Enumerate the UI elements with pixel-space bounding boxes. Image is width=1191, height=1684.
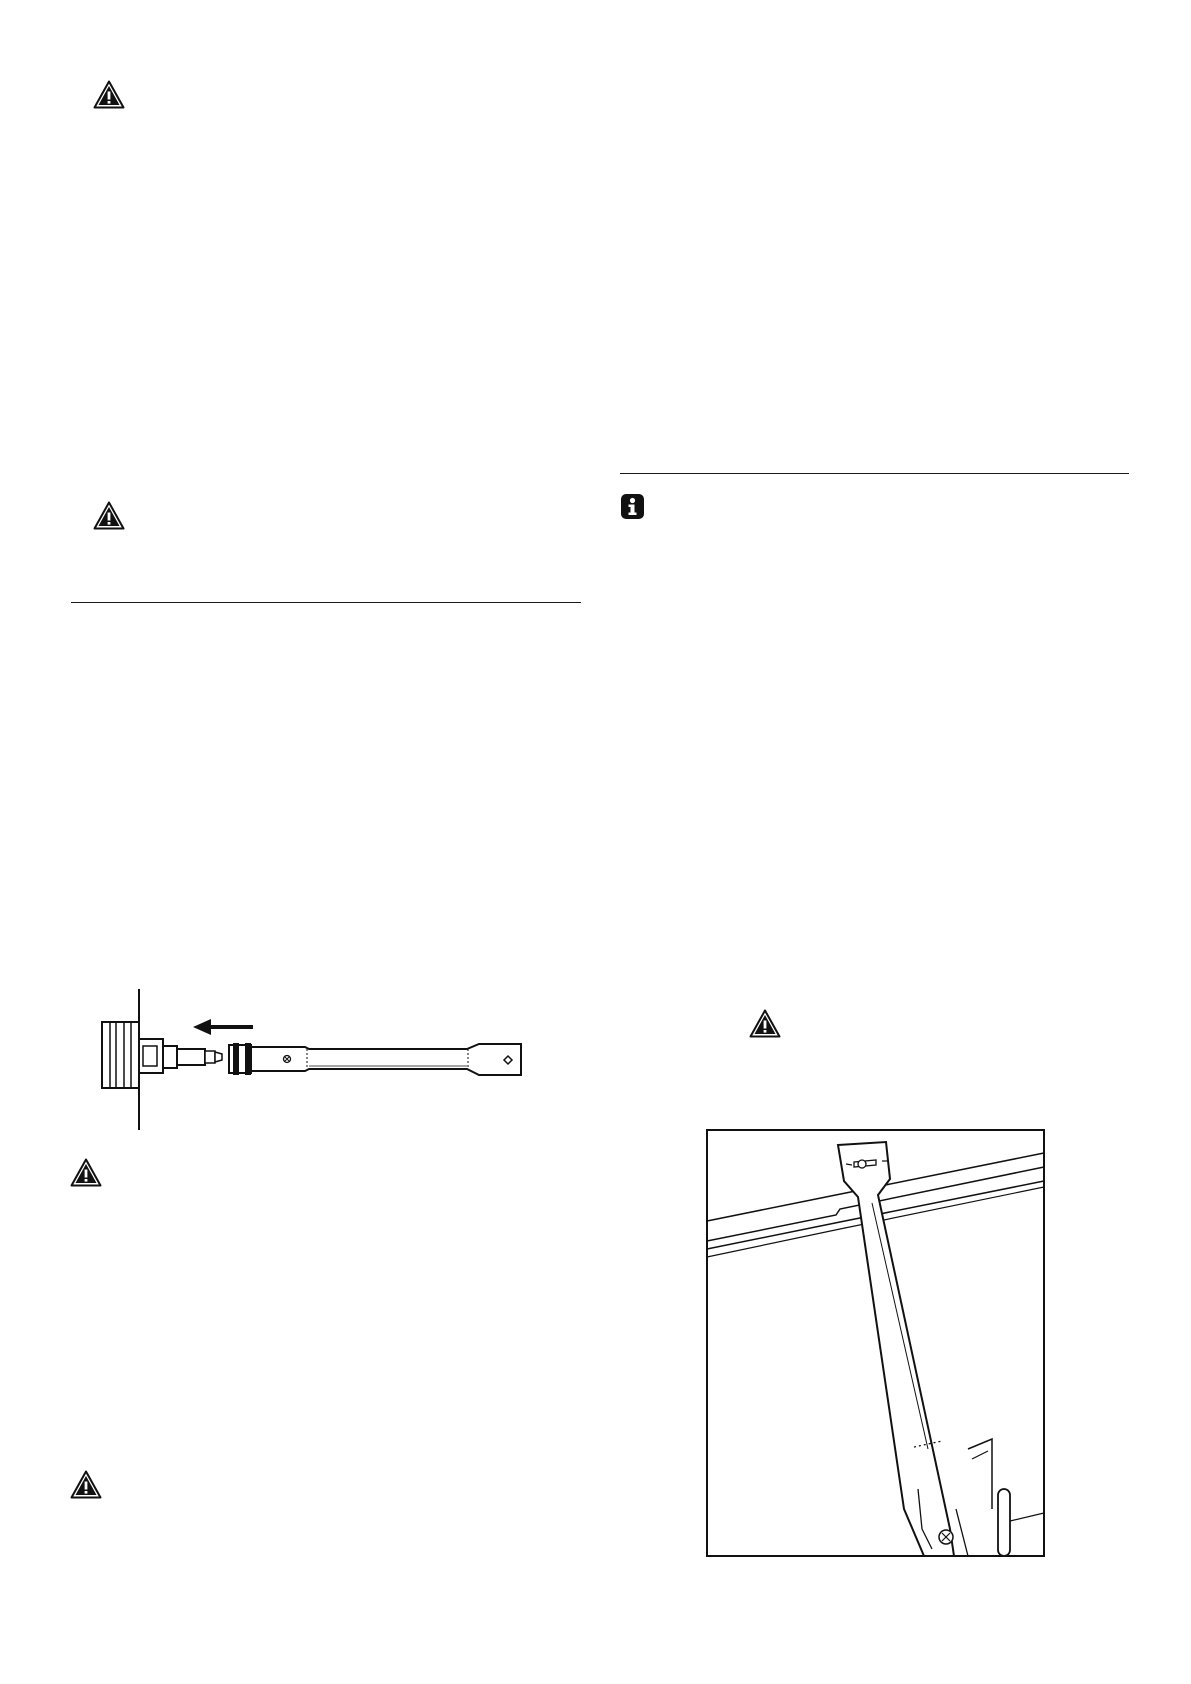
warning-icon [749,1009,781,1038]
section-divider [71,602,581,603]
warning-icon [70,1470,102,1499]
burner-installation-figure [706,1129,1045,1557]
section-divider [620,473,1129,474]
warning-icon [93,80,125,109]
warning-icon [93,501,125,530]
information-icon [620,493,645,520]
burner-tube-figure [95,987,545,1132]
warning-icon [70,1158,102,1187]
